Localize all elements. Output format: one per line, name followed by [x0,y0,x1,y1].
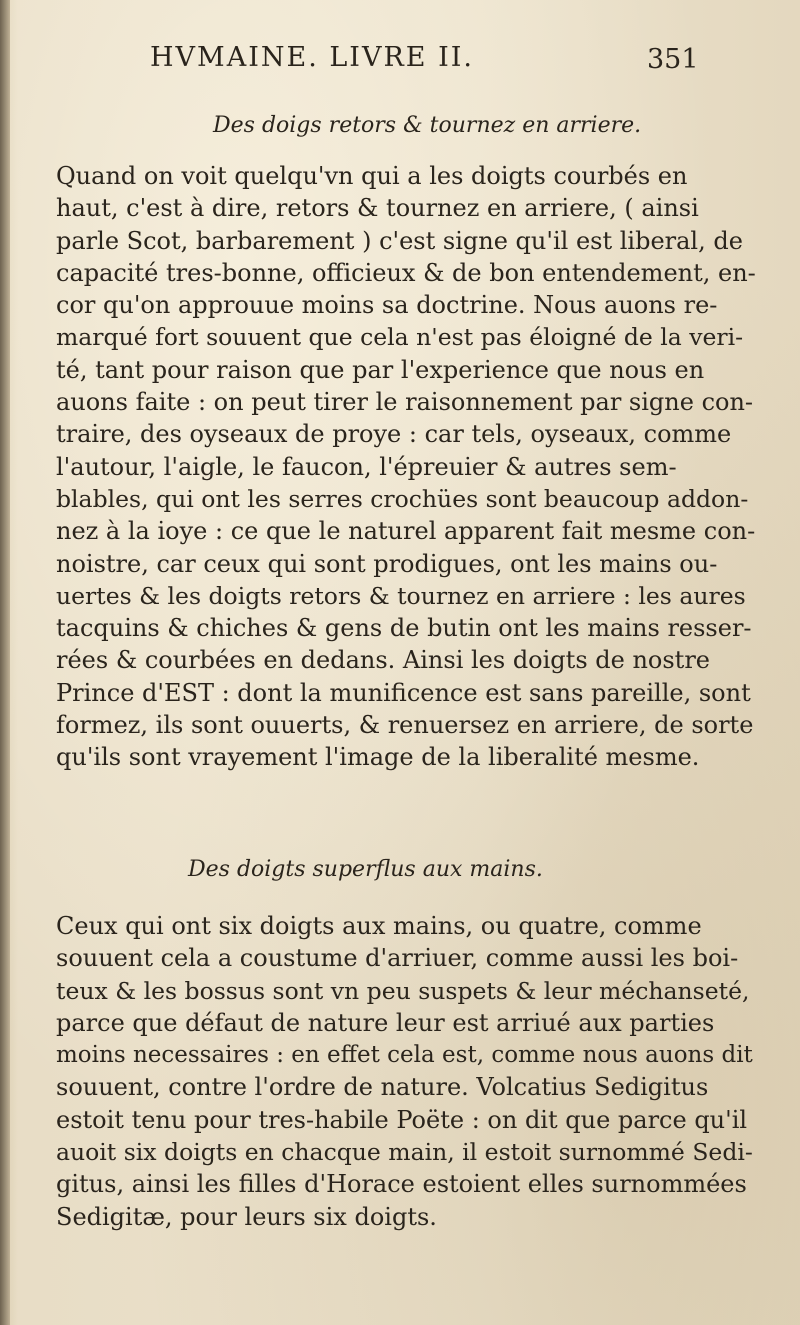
text-line: té, tant pour raison que par l'experience que nous en [56,355,705,384]
paragraph-doigts-superflus [56,910,756,1233]
page-number: 351 [647,44,699,75]
text-line: noistre, car ceux qui sont prodigues, ont les mains ou- [56,549,718,578]
text-line: Quand on voit quelqu'vn qui a les doigts courbés en [56,162,688,190]
text-line: Ceux qui ont six doigts aux mains, ou quatre, comme [56,912,702,940]
text-line: tacquins & chiches & gens de butin ont les mains resser- [56,614,752,643]
text-line: Prince d'EST : dont la munificence est sans pareille, sont [56,678,751,707]
running-head: HVMAINE. LIVRE II. [150,42,474,73]
text-line: blables, qui ont les serres crochües sont beaucoup addon- [56,484,749,513]
text-line: capacité tres-bonne, officieux & de bon entendement, en- [56,258,756,287]
text-line: haut, c'est à dire, retors & tournez en arriere, ( ainsi [56,194,699,223]
text-line: parle Scot, barbarement ) c'est signe qu'il est liberal, de [56,226,743,255]
text-line: marqué fort souuent que cela n'est pas éloigné de la veri- [56,323,744,352]
text-line: moins necessaires : en effet cela est, comme nous auons dit [56,1042,753,1069]
text-line: nez à la ioye : ce que le naturel apparent fait mesme con- [56,517,756,546]
text-line: cor qu'on approuue moins sa doctrine. Nous auons re- [56,291,718,320]
text-line: gitus, ainsi les filles d'Horace estoient elles surnommées [56,1170,747,1199]
text-line: rées & courbées en dedans. Ainsi les doigts de nostre [56,646,710,675]
text-line: uertes & les doigts retors & tournez en arriere : les aures [56,581,746,610]
text-line: qu'ils sont vrayement l'image de la liberalité mesme. [56,743,700,772]
page-gutter [0,0,10,1325]
text-line: formez, ils sont ouuerts, & renuersez en arriere, de sorte [56,711,754,740]
text-line: teux & les bossus sont vn peu suspets & leur méchanseté, [56,976,750,1005]
text-line: souuent, contre l'ordre de nature. Volcatius Sedigitus [56,1073,709,1102]
text-line: parce que défaut de nature leur est arriué aux parties [56,1008,715,1037]
text-line: Sedigitæ, pour leurs six doigts. [56,1202,437,1231]
text-line: auons faite : on peut tirer le raisonnement par signe con- [56,388,754,417]
section-title-doigts-retors: Des doigs retors & tournez en arriere. [213,113,642,138]
text-line: souuent cela a coustume d'arriuer, comme aussi les boi- [56,944,739,973]
paragraph-doigts-retors [56,160,756,774]
text-line: auoit six doigts en chacque main, il estoit surnommé Sedi- [56,1138,753,1167]
section-title-doigts-superflus: Des doigts superflus aux mains. [188,857,543,882]
text-line: traire, des oyseaux de proye : car tels, oyseaux, comme [56,420,732,449]
text-line: estoit tenu pour tres-habile Poëte : on dit que parce qu'il [56,1105,748,1134]
text-line: l'autour, l'aigle, le faucon, l'épreuier & autres sem- [56,452,677,481]
